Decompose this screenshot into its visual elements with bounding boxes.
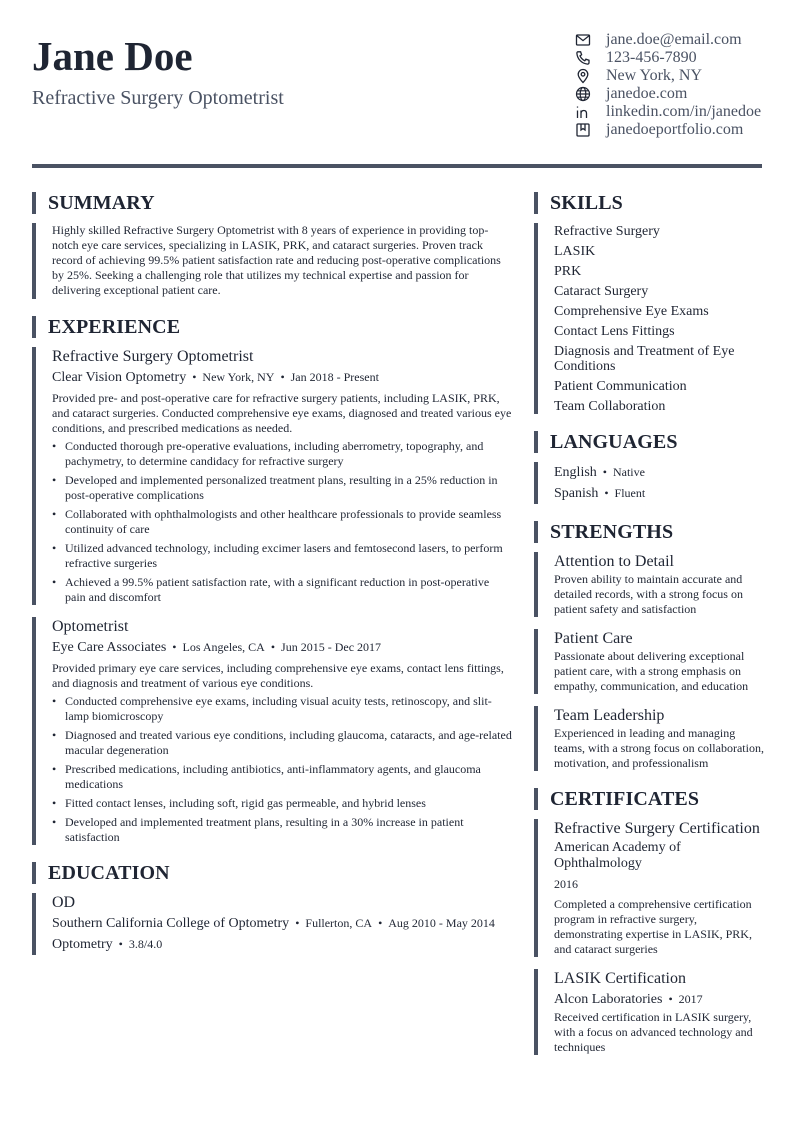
skill-item: Refractive Surgery [554, 224, 660, 239]
list-item: • Conducted comprehensive eye exams, including visual acuity tests, retinoscopy, and slit-lamp biomicroscopy [52, 694, 512, 724]
certificate-title: LASIK Certification [554, 970, 686, 987]
strengths-heading: STRENGTHS [534, 521, 766, 543]
job-entry [32, 347, 512, 605]
certificate-meta [554, 989, 766, 1010]
list-item: • Collaborated with ophthalmologists and other healthcare professionals to provide seamless continuity of care [52, 507, 512, 537]
strength-item [534, 706, 766, 771]
right-column [534, 192, 766, 1055]
skill-item: Diagnosis and Treatment of Eye Conditions [554, 344, 735, 374]
skill-item: Contact Lens Fittings [554, 324, 675, 339]
skill-item: Patient Communication [554, 379, 687, 394]
contact-location [574, 67, 774, 85]
job-location: Los Angeles, CA [182, 640, 265, 654]
contact-website[interactable] [574, 85, 774, 103]
skill-item: Team Collaboration [554, 399, 666, 414]
strength-text: Experienced in leading and managing teams, with a strong focus on collaboration, motivation, and professionalism [554, 726, 764, 770]
certificate-text: Completed a comprehensive certification program in refractive surgery, demonstrating expertise in LASIK, PRK, and cataract surgeries [554, 897, 752, 956]
school-name: Southern California College of Optometry [52, 916, 290, 931]
degree: OD [52, 894, 76, 911]
phone-icon [574, 49, 592, 67]
list-item: • Fitted contact lenses, including soft, rigid gas permeable, and hybrid lenses [52, 796, 512, 811]
separator-dot: • [192, 370, 197, 384]
contact-location-text: New York, NY [606, 67, 703, 84]
left-column [32, 192, 512, 955]
certificate-text: Received certification in LASIK surgery, with a focus on advanced technology and techniques [554, 1010, 753, 1054]
contact-portfolio-text[interactable]: janedoeportfolio.com [606, 121, 744, 138]
language-item [554, 462, 766, 483]
separator-dot: • [604, 486, 609, 500]
strength-title: Attention to Detail [554, 553, 674, 570]
contact-list [574, 31, 774, 139]
education-meta [52, 913, 512, 934]
job-dates: Jan 2018 - Present [290, 370, 379, 384]
language-name: Spanish [554, 486, 599, 501]
candidate-name: Jane Doe [32, 33, 193, 79]
experience-heading: EXPERIENCE [32, 316, 512, 338]
job-bullets [52, 439, 512, 605]
separator-dot: • [280, 370, 285, 384]
education-field-row [52, 934, 512, 955]
envelope-icon [574, 31, 592, 49]
contact-linkedin[interactable] [574, 103, 774, 121]
contact-portfolio[interactable] [574, 121, 774, 139]
summary-section [32, 223, 512, 299]
skill-item: Cataract Surgery [554, 284, 649, 299]
languages-heading: LANGUAGES [534, 431, 766, 453]
skill-item: Comprehensive Eye Exams [554, 304, 709, 319]
skills-heading: SKILLS [534, 192, 766, 214]
certificate-item [534, 969, 766, 1055]
summary-text: Highly skilled Refractive Surgery Optometrist with 8 years of experience in providing top-notch eye care services, specializing in LASIK, PRK, and cataract surgeries. Proven track record of achieving 99.5% patient satisfaction rate and reducing post-operative complications by 25%. Seeking a challenging role that utilizes my technical expertise and passion for delivering exceptional patient care. [52, 223, 501, 297]
job-bullets [52, 694, 512, 845]
separator-dot: • [668, 992, 673, 1006]
job-title: Refractive Surgery Optometrist [52, 348, 254, 365]
certificate-year: 2016 [554, 877, 578, 891]
language-level: Native [612, 465, 645, 479]
job-company: Clear Vision Optometry [52, 370, 187, 385]
list-item: • Conducted thorough pre-operative evaluations, including aberrometry, topography, and pachymetry, to determine candidacy for refractive surgery [52, 439, 512, 469]
education-field: Optometry [52, 937, 113, 952]
contact-email-text[interactable]: jane.doe@email.com [606, 31, 742, 48]
certificate-title: Refractive Surgery Certification [554, 820, 760, 837]
candidate-role: Refractive Surgery Optometrist [32, 87, 284, 109]
language-item [554, 483, 766, 504]
list-item: • Developed and implemented treatment plans, resulting in a 30% increase in patient satisfaction [52, 815, 512, 845]
separator-dot: • [270, 640, 276, 654]
job-dates: Jun 2015 - Dec 2017 [281, 640, 382, 654]
list-item: • Utilized advanced technology, including excimer lasers and femtosecond lasers, to perform refractive surgeries [52, 541, 512, 571]
job-description: Provided pre- and post-operative care for refractive surgery patients, including LASIK, PRK, and cataract surgeries. Conducted comprehensive eye exams, diagnosed and treated various eye conditions, and prescribed medications as needed. [52, 391, 512, 435]
list-item: • Achieved a 99.5% patient satisfaction rate, with a significant reduction in post-operative pain and discomfort [52, 575, 512, 605]
school-location: Fullerton, CA [305, 916, 373, 930]
location-pin-icon [574, 67, 592, 85]
certificate-item [534, 819, 766, 957]
summary-heading: SUMMARY [32, 192, 512, 214]
education-dates: Aug 2010 - May 2014 [388, 916, 495, 930]
education-gpa: 3.8/4.0 [128, 937, 163, 951]
strength-item [534, 629, 766, 694]
education-heading: EDUCATION [32, 862, 512, 884]
separator-dot: • [602, 465, 607, 479]
certificates-heading: CERTIFICATES [534, 788, 766, 810]
list-item: • Developed and implemented personalized treatment plans, resulting in a 25% reduction in post-operative complications [52, 473, 512, 503]
header-divider [32, 164, 762, 168]
separator-dot: • [295, 916, 300, 930]
certificate-issuer: Alcon Laboratories [554, 992, 663, 1007]
job-title: Optometrist [52, 618, 129, 635]
bookmark-icon [574, 121, 592, 139]
contact-phone-text[interactable]: 123-456-7890 [606, 49, 697, 66]
skill-item: LASIK [554, 244, 596, 259]
job-description: Provided primary eye care services, including comprehensive eye exams, contact lens fittings, and diagnosis and treatment of various eye conditions. [52, 661, 504, 690]
contact-website-text[interactable]: janedoe.com [606, 85, 688, 102]
job-entry [32, 617, 512, 845]
contact-email[interactable] [574, 31, 774, 49]
strength-text: Passionate about delivering exceptional patient care, with a strong emphasis on empathy, communication, and education [554, 649, 749, 693]
strength-title: Team Leadership [554, 707, 665, 724]
contact-phone[interactable] [574, 49, 774, 67]
job-meta [52, 637, 512, 658]
certificate-year: 2017 [678, 992, 703, 1006]
language-level: Fluent [614, 486, 646, 500]
job-location: New York, NY [202, 370, 275, 384]
education-entry [32, 893, 512, 955]
skills-section [534, 223, 766, 414]
job-meta [52, 367, 512, 388]
strength-item [534, 552, 766, 617]
languages-section [534, 462, 766, 504]
globe-icon [574, 85, 592, 103]
strength-title: Patient Care [554, 630, 633, 647]
separator-dot: • [378, 916, 383, 930]
separator-dot: • [118, 937, 123, 951]
skill-item: PRK [554, 264, 582, 279]
job-company: Eye Care Associates [52, 640, 167, 655]
list-item: • Diagnosed and treated various eye conditions, including glaucoma, cataracts, and age-related macular degeneration [52, 728, 512, 758]
certificate-issuer: American Academy of Ophthalmology [554, 840, 681, 871]
language-name: English [554, 465, 597, 480]
contact-linkedin-text[interactable]: linkedin.com/in/janedoe [606, 103, 762, 120]
strength-text: Proven ability to maintain accurate and detailed records, with a strong focus on patient safety and satisfaction [554, 572, 743, 616]
list-item: • Prescribed medications, including antibiotics, anti-inflammatory agents, and glaucoma medications [52, 762, 512, 792]
separator-dot: • [172, 640, 177, 654]
linkedin-icon [574, 103, 592, 121]
